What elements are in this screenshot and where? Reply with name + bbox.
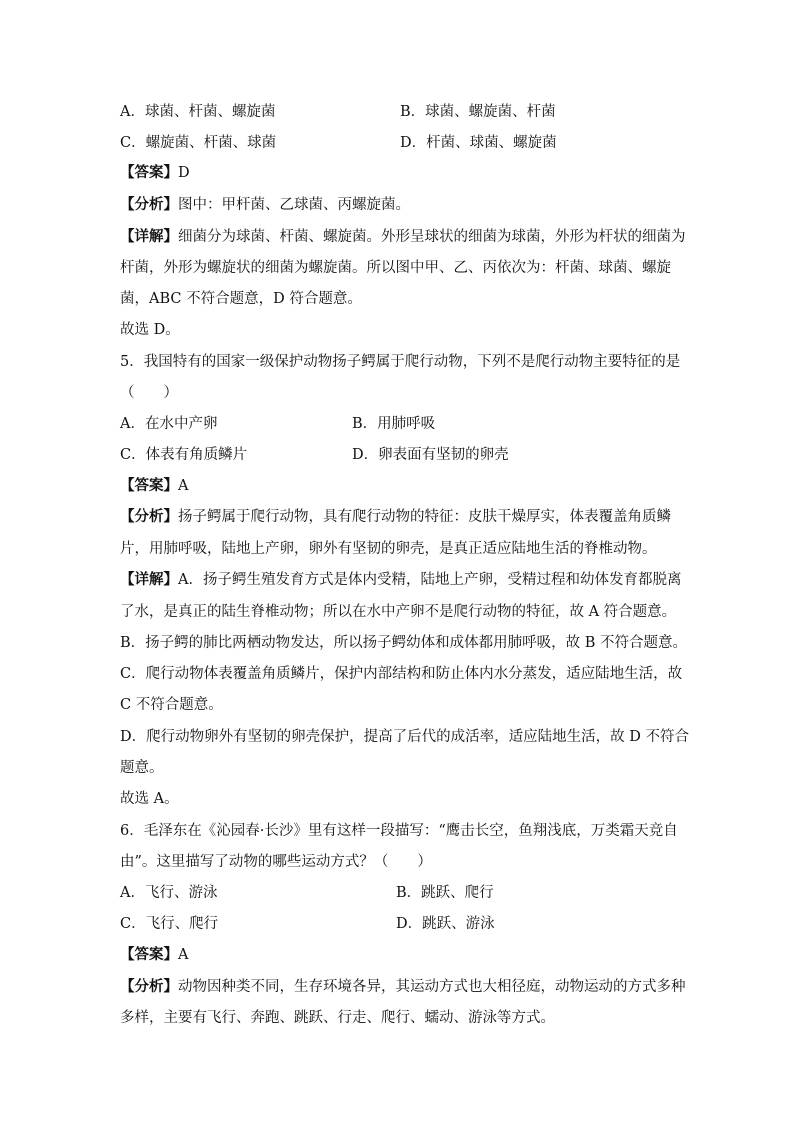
answer-value: D xyxy=(178,165,190,181)
q5-option-b: B．用肺呼吸 xyxy=(352,416,436,432)
q4-option-b: B．球菌、螺旋菌、杆菌 xyxy=(400,104,556,120)
detail-tag: 【详解】 xyxy=(120,228,178,245)
q6-stem-line-2: 由”。这里描写了动物的哪些运动方式？（ ） xyxy=(120,854,432,870)
q4-option-c: C．螺旋菌、杆菌、球菌 xyxy=(120,135,277,151)
q4-analysis xyxy=(120,195,410,215)
q4-conclusion: 故选 D。 xyxy=(120,322,180,338)
q5-detail-line-1 xyxy=(120,570,681,590)
answer-tag: 【答案】 xyxy=(120,477,178,494)
q6-analysis-line-2: 多样，主要有飞行、奔跑、跳跃、行走、爬行、蠕动、游泳等方式。 xyxy=(120,1010,555,1026)
q4-option-a: A．球菌、杆菌、螺旋菌 xyxy=(120,104,276,120)
q5-detail-line-4: C．爬行动物体表覆盖角质鳞片，保护内部结构和防止体内水分蒸发，适应陆地生活，故 xyxy=(120,666,683,682)
q5-stem-line-2: （ ） xyxy=(120,385,178,401)
answer-tag: 【答案】 xyxy=(120,946,178,963)
q5-conclusion: 故选 A。 xyxy=(120,791,179,807)
q5-option-c: C．体表有角质鳞片 xyxy=(120,447,248,463)
q4-detail-line-3: 菌，ABC 不符合题意，D 符合题意。 xyxy=(120,291,362,307)
answer-value: A xyxy=(178,478,189,494)
q6-stem-line-1: 6．毛泽东在《沁园春·长沙》里有这样一段描写：“鹰击长空，鱼翔浅底，万类霜天竞自 xyxy=(120,823,678,839)
analysis-tag: 【分析】 xyxy=(120,978,178,995)
answer-tag: 【答案】 xyxy=(120,164,178,181)
answer-value: A xyxy=(178,947,189,963)
q4-answer xyxy=(120,163,190,183)
q6-option-b: B．跳跃、爬行 xyxy=(396,885,494,901)
q5-detail-line-2: 了水，是真正的陆生脊椎动物；所以在水中产卵不是爬行动物的特征，故 A 符合题意。 xyxy=(120,604,677,620)
q5-analysis-line-1 xyxy=(120,507,671,527)
q5-stem-line-1: 5．我国特有的国家一级保护动物扬子鳄属于爬行动物，下列不是爬行动物主要特征的是 xyxy=(120,354,681,370)
q6-option-a: A．飞行、游泳 xyxy=(120,885,218,901)
detail-tag: 【详解】 xyxy=(120,571,178,588)
q5-answer xyxy=(120,476,188,496)
analysis-text: 动物因种类不同，生存环境各异，其运动方式也大相径庭，动物运动的方式多种 xyxy=(178,979,686,995)
q5-detail-line-5: C 不符合题意。 xyxy=(120,697,223,713)
q4-detail-line-1 xyxy=(120,227,686,247)
analysis-text: 图中：甲杆菌、乙球菌、丙螺旋菌。 xyxy=(178,197,410,213)
analysis-text: 扬子鳄属于爬行动物，具有爬行动物的特征：皮肤干燥厚实，体表覆盖角质鳞 xyxy=(178,509,671,525)
q4-option-d: D．杆菌、球菌、螺旋菌 xyxy=(400,135,557,151)
q6-answer xyxy=(120,945,188,965)
q5-option-d: D．卵表面有坚韧的卵壳 xyxy=(352,447,509,463)
q6-analysis-line-1 xyxy=(120,977,686,997)
q6-option-d: D．跳跃、游泳 xyxy=(396,916,495,932)
detail-text: 细菌分为球菌、杆菌、螺旋菌。外形呈球状的细菌为球菌，外形为杆状的细菌为 xyxy=(178,229,686,245)
q5-detail-line-7: 题意。 xyxy=(120,760,164,776)
q5-detail-line-6: D．爬行动物卵外有坚韧的卵壳保护，提高了后代的成活率，适应陆地生活，故 D 不符合 xyxy=(120,729,689,745)
q5-detail-line-3: B．扬子鳄的肺比两栖动物发达，所以扬子鳄幼体和成体都用肺呼吸，故 B 不符合题意。 xyxy=(120,635,688,651)
analysis-tag: 【分析】 xyxy=(120,196,178,213)
detail-text: A．扬子鳄生殖发育方式是体内受精，陆地上产卵，受精过程和幼体发育都脱离 xyxy=(178,572,682,588)
analysis-tag: 【分析】 xyxy=(120,508,178,525)
q4-detail-line-2: 杆菌，外形为螺旋状的细菌为螺旋菌。所以图中甲、乙、丙依次为：杆菌、球菌、螺旋 xyxy=(120,260,671,276)
q6-option-c: C．飞行、爬行 xyxy=(120,916,219,932)
q5-option-a: A．在水中产卵 xyxy=(120,416,218,432)
q5-analysis-line-2: 片，用肺呼吸，陆地上产卵，卵外有坚韧的卵壳，是真正适应陆地生活的脊椎动物。 xyxy=(120,541,657,557)
